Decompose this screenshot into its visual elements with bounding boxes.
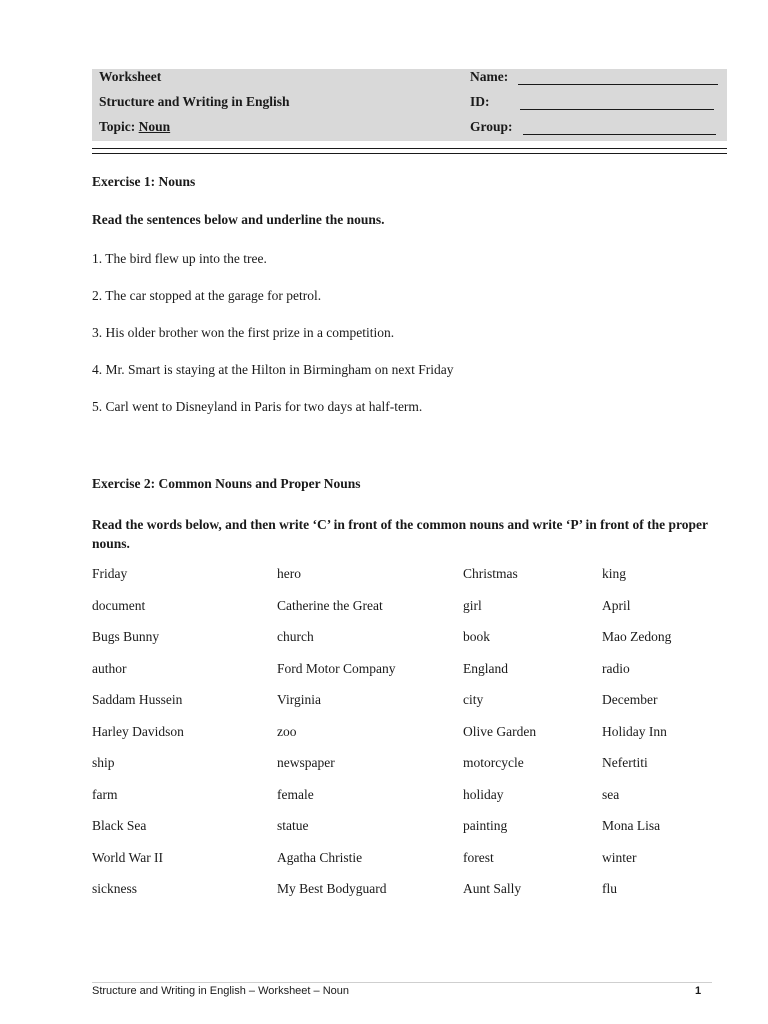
word-item: book [463,629,490,644]
word-item: sea [602,786,620,802]
word-item: Harley Davidson [92,723,184,739]
word-item: Holiday Inn [602,723,667,739]
word-item: ship [92,755,115,770]
word-item: Agatha Christie [277,849,363,865]
group-label: Group: [470,119,513,134]
word-item: Ford Motor Company [277,660,396,676]
word-item: Black Sea [92,818,147,833]
word-item: city [463,692,484,707]
group-blank[interactable] [523,134,716,135]
worksheet-label: Worksheet [99,69,162,84]
word-item: December [602,692,658,707]
word-item: female [277,786,314,802]
footer-rule [92,982,712,983]
word-item: zoo [277,723,297,739]
sentence-4: 4. Mr. Smart is staying at the Hilton in Birmingham on next Friday [92,362,454,377]
page-number: 1 [695,985,702,997]
word-item: Olive Garden [463,723,537,739]
id-label: ID: [470,94,490,109]
word-item: Friday [92,566,128,581]
sentence-3: 3. His older brother won the first prize in a competition. [92,325,395,340]
topic-line [99,119,170,135]
word-item: king [602,566,627,581]
word-item: painting [463,818,508,833]
word-item: motorcycle [463,755,524,770]
topic-value: Noun [138,119,171,134]
word-item: Virginia [277,692,321,707]
word-item: author [92,660,127,676]
word-item: holiday [463,786,504,802]
id-blank[interactable] [520,109,714,110]
word-item: Aunt Sally [463,881,522,896]
word-item: Mao Zedong [602,629,672,644]
word-item: flu [602,881,617,896]
word-item: statue [277,818,309,833]
exercise2-title: Exercise 2: Common Nouns and Proper Nouns [92,476,361,491]
word-item: forest [463,849,494,865]
exercise1-instruction: Read the sentences below and underline the nouns. [92,212,385,227]
header-rule-thin [92,153,727,154]
word-item: England [463,660,508,676]
word-item: Saddam Hussein [92,692,183,707]
word-item: My Best Bodyguard [277,881,387,896]
word-item: document [92,597,146,613]
header-rule-thick [92,148,727,149]
word-item: Catherine the Great [277,597,383,613]
sentence-1: 1. The bird flew up into the tree. [92,251,267,266]
name-label: Name: [470,69,509,84]
word-item: girl [463,597,482,613]
word-item: April [602,597,631,613]
topic-label: Topic: [99,119,136,134]
word-item: Nefertiti [602,755,648,770]
word-item: radio [602,660,630,676]
word-item: World War II [92,849,164,865]
word-item: hero [277,566,301,581]
word-item: farm [92,786,118,802]
exercise2-instruction: Read the words below, and then write ‘C’ in front of the common nouns and write ‘P’ in front of the proper nouns. [92,517,708,551]
word-item: Christmas [463,566,518,581]
footer-text: Structure and Writing in English – Worksheet – Noun [92,985,350,997]
word-item: Mona Lisa [602,818,661,833]
sentence-5: 5. Carl went to Disneyland in Paris for two days at half-term. [92,399,423,414]
sentence-2: 2. The car stopped at the garage for petrol. [92,288,322,303]
word-item: newspaper [277,755,335,770]
word-item: winter [602,849,637,865]
word-item: Bugs Bunny [92,629,160,644]
name-blank[interactable] [518,84,718,85]
word-item: sickness [92,881,137,896]
word-item: church [277,629,314,644]
course-title: Structure and Writing in English [99,94,290,109]
exercise1-title: Exercise 1: Nouns [92,174,196,189]
